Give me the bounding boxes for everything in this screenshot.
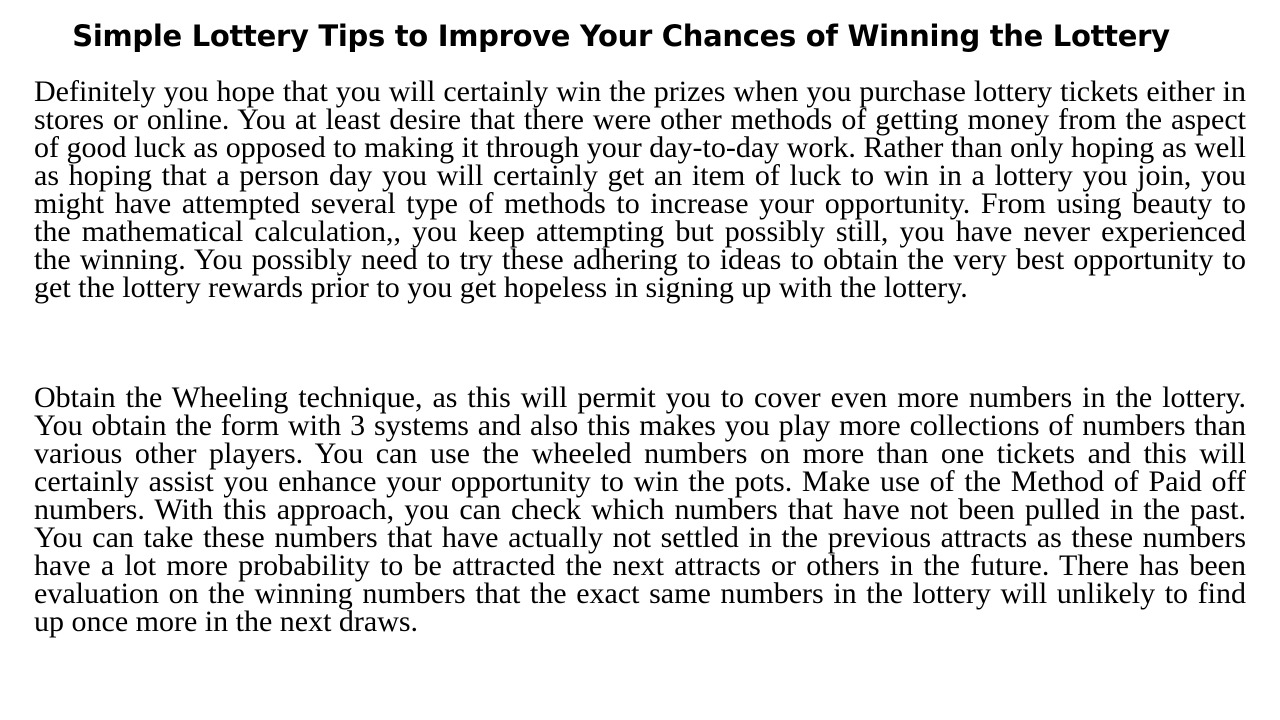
paragraph-wheeling-technique: Obtain the Wheeling technique, as this will permit you to cover even more numbers in the lottery. You obtain the form with 3 systems and also this makes you play more collections of numbers than various other players. You can use the wheeled numbers on more than one tickets and this will certainly assist you enhance your opportunity to win the pots. Make use of the Method of Paid off numbers. With this approach, you can check which numbers that have not been pulled in the past. You can take these numbers that have actually not settled in the previous attracts as these numbers have a lot more probability to be attracted the next attracts or others in the future. There has been evaluation on the winning numbers that the exact same numbers in the lottery will unlikely to find up once more in the next draws.: [34, 381, 1246, 638]
paragraph-intro: Definitely you hope that you will certainly win the prizes when you purchase lottery tickets either in stores or online. You at least desire that there were other methods of getting money from the aspect of good luck as opposed to making it through your day-to-day work. Rather than only hoping as well as hoping that a person day you will certainly get an item of luck to win in a lottery you join, you might have attempted several type of methods to increase your opportunity. From using beauty to the mathematical calculation,, you keep attempting but possibly still, you have never experienced the winning. You possibly need to try these adhering to ideas to obtain the very best opportunity to get the lottery rewards prior to you get hopeless in signing up with the lottery.: [34, 75, 1246, 304]
slide-title: Simple Lottery Tips to Improve Your Chances of Winning the Lottery: [72, 19, 1170, 53]
